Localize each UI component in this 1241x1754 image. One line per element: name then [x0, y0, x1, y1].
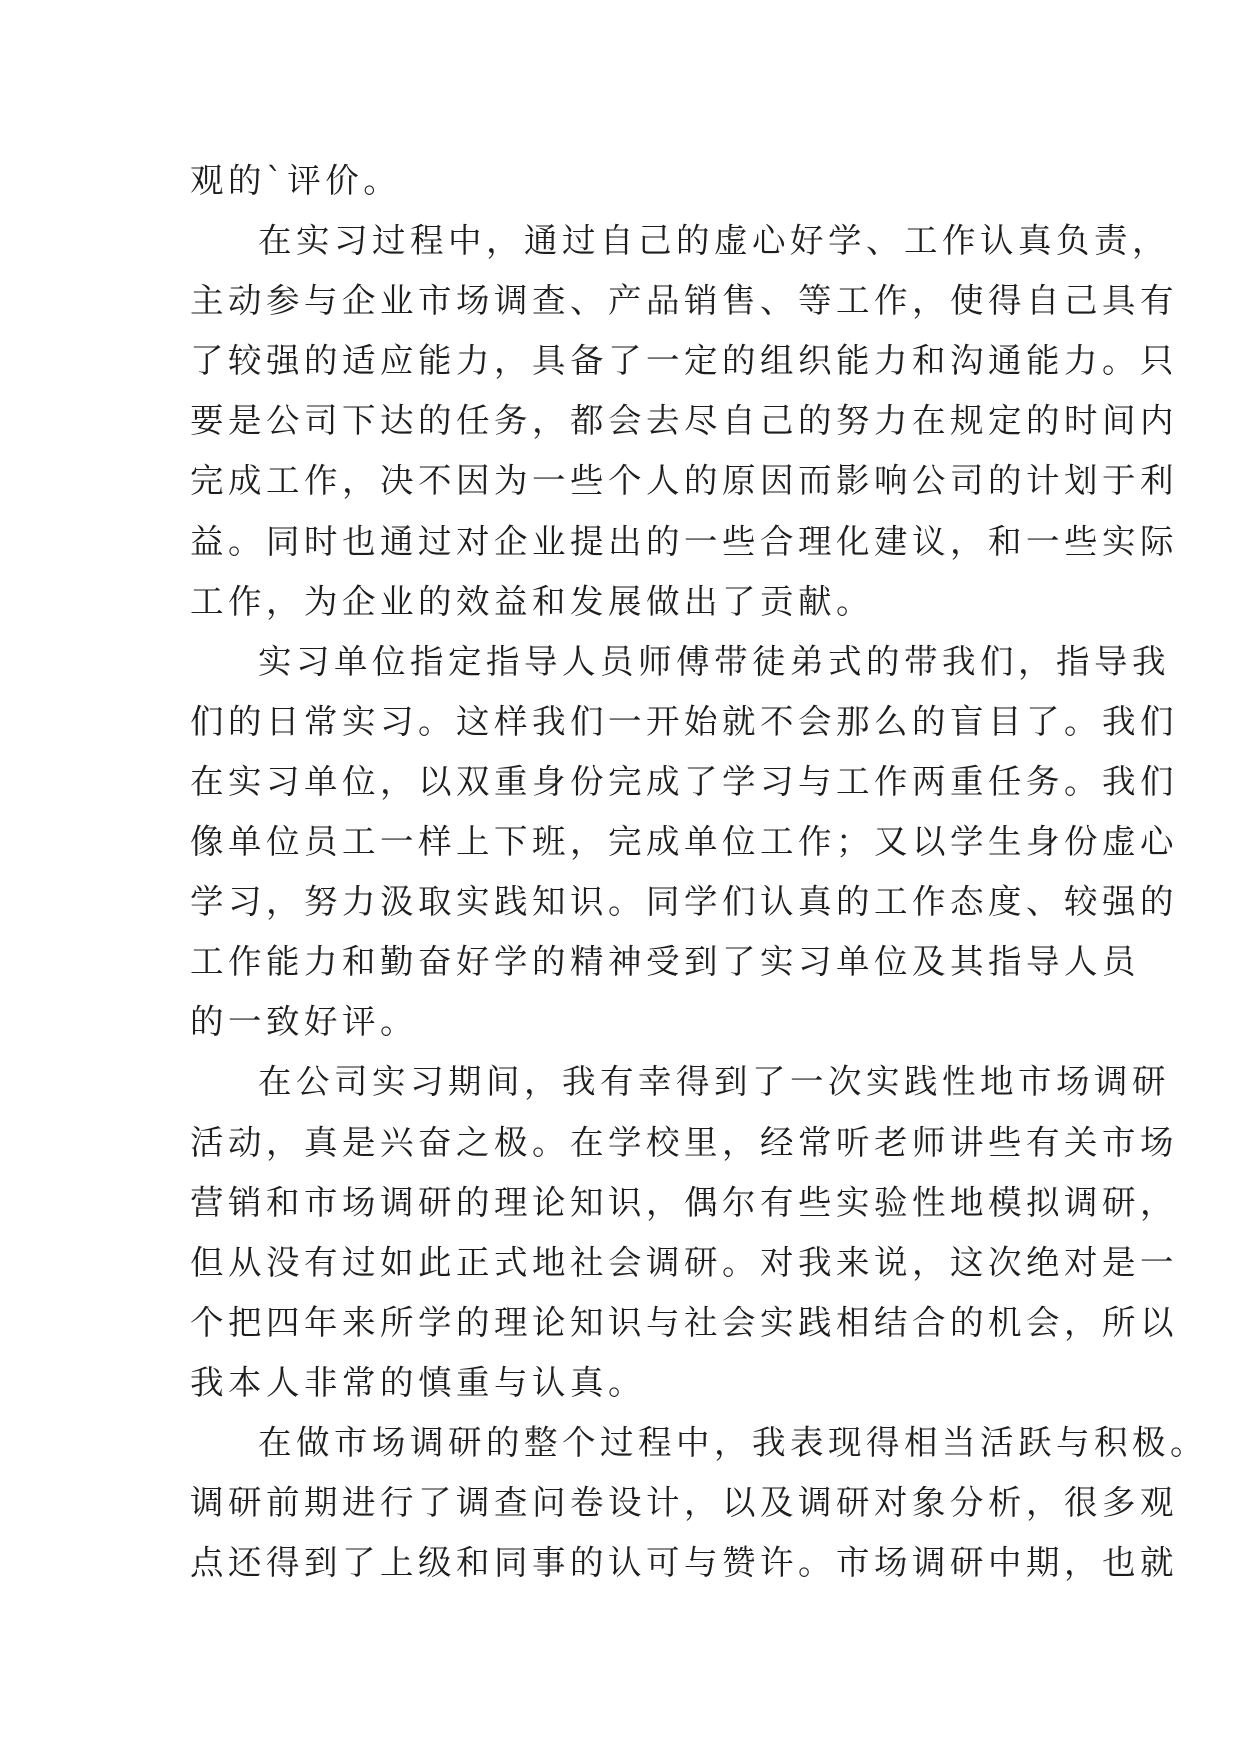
- text-line: 像单位员工一样上下班，完成单位工作；又以学生身份虚心: [190, 822, 1178, 862]
- text-line: 营销和市场调研的理论知识，偶尔有些实验性地模拟调研，: [190, 1182, 1178, 1222]
- text-line: 学习，努力汲取实践知识。同学们认真的工作态度、较强的: [190, 882, 1178, 922]
- text-line: 工作能力和勤奋好学的精神受到了实习单位及其指导人员: [190, 942, 1140, 982]
- text-line: 的一致好评。: [190, 1002, 418, 1042]
- text-line: 活动，真是兴奋之极。在学校里，经常听老师讲些有关市场: [190, 1122, 1178, 1162]
- text-line: 们的日常实习。这样我们一开始就不会那么的盲目了。我们: [190, 701, 1178, 741]
- text-line: 个把四年来所学的理论知识与社会实践相结合的机会，所以: [190, 1302, 1178, 1342]
- text-line: 在做市场调研的整个过程中，我表现得相当活跃与积极。: [258, 1422, 1208, 1462]
- text-line: 但从没有过如此正式地社会调研。对我来说，这次绝对是一: [190, 1242, 1178, 1282]
- text-line: 调研前期进行了调查问卷设计，以及调研对象分析，很多观: [190, 1483, 1178, 1523]
- text-line: 观的`评价。: [190, 161, 402, 200]
- text-line: 实习单位指定指导人员师傅带徒弟式的带我们，指导我: [258, 641, 1170, 681]
- text-line: 我本人非常的慎重与认真。: [190, 1362, 646, 1402]
- body-text: [190, 151, 1208, 1593]
- text-line: 了较强的适应能力，具备了一定的组织能力和沟通能力。只: [190, 341, 1178, 381]
- text-line: 工作，为企业的效益和发展做出了贡献。: [190, 581, 874, 621]
- text-line: 在实习单位，以双重身份完成了学习与工作两重任务。我们: [190, 761, 1178, 801]
- text-line: 在公司实习期间，我有幸得到了一次实践性地市场调研: [258, 1062, 1170, 1102]
- text-line: 要是公司下达的任务，都会去尽自己的努力在规定的时间内: [190, 401, 1178, 441]
- text-line: 主动参与企业市场调查、产品销售、等工作，使得自己具有: [190, 281, 1178, 321]
- text-line: 点还得到了上级和同事的认可与赞许。市场调研中期，也就: [190, 1543, 1178, 1583]
- text-line: 益。同时也通过对企业提出的一些合理化建议，和一些实际: [190, 521, 1178, 561]
- text-line: 在实习过程中，通过自己的虚心好学、工作认真负责，: [258, 221, 1170, 261]
- text-line: 完成工作，决不因为一些个人的原因而影响公司的计划于利: [190, 461, 1178, 501]
